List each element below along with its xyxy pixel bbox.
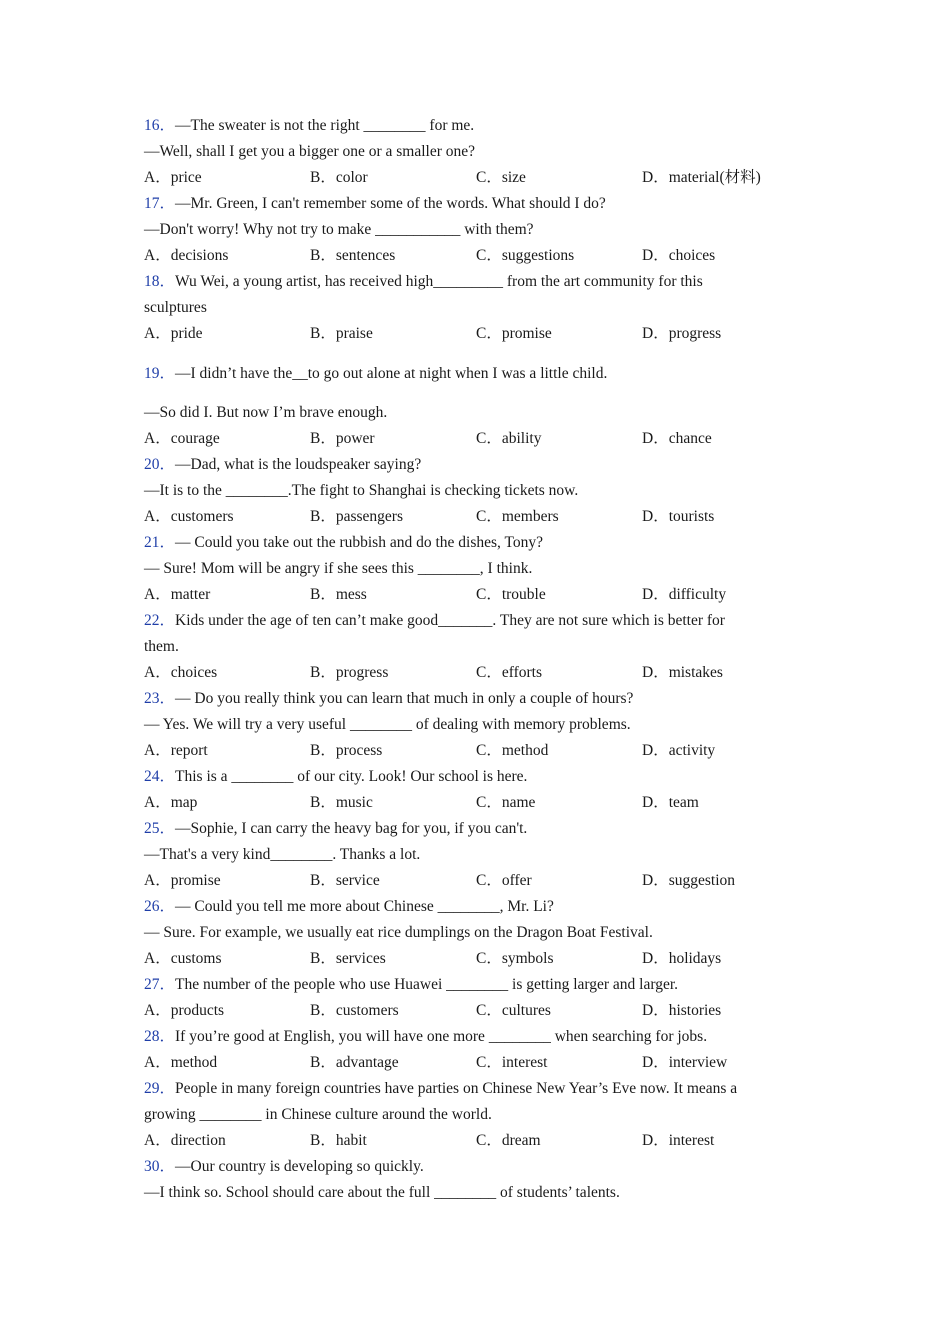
option-d[interactable]: D．activity (642, 742, 716, 759)
option-d[interactable]: D．tourists (642, 508, 715, 525)
question-text: —It is to the ________.The fight to Shanghai is checking tickets now. (144, 482, 579, 499)
question-text: —Don't worry! Why not try to make ___________ with them? (144, 221, 534, 238)
options-26 (144, 946, 794, 972)
question-number: 23． (144, 690, 176, 707)
question-number: 16． (144, 117, 176, 134)
option-d[interactable]: D．team (642, 794, 699, 811)
option-a[interactable]: A．customers (144, 508, 234, 525)
question-text: — Sure! Mom will be angry if she sees this ________, I think. (144, 560, 533, 577)
question-number: 30． (144, 1158, 176, 1175)
options-25 (144, 868, 794, 894)
question-text: — Do you really think you can learn that much in only a couple of hours? (175, 690, 634, 707)
question-text: —Mr. Green, I can't remember some of the words. What should I do? (175, 195, 606, 212)
question-text: —That's a very kind________. Thanks a lot. (144, 846, 421, 863)
option-a[interactable]: A．method (144, 1054, 218, 1071)
question-text: —The sweater is not the right ________ for me. (175, 117, 475, 134)
options-18 (144, 321, 794, 347)
question-number: 19． (144, 365, 176, 382)
option-d[interactable]: D．material(材料) (642, 169, 761, 186)
option-d[interactable]: D．difficulty (642, 586, 727, 603)
question-23 (144, 686, 794, 712)
question-text: them. (144, 638, 179, 655)
question-number: 22． (144, 612, 176, 629)
question-text: growing ________ in Chinese culture around the world. (144, 1106, 492, 1123)
question-22 (144, 608, 794, 634)
option-b[interactable]: B．color (310, 169, 368, 186)
question-24 (144, 764, 794, 790)
option-a[interactable]: A．matter (144, 586, 211, 603)
question-text: People in many foreign countries have parties on Chinese New Year’s Eve now. It means a (175, 1080, 738, 1097)
question-26 (144, 894, 794, 920)
question-text: —Our country is developing so quickly. (175, 1158, 424, 1175)
question-number: 26． (144, 898, 176, 915)
question-18 (144, 269, 794, 295)
question-text: —Dad, what is the loudspeaker saying? (175, 456, 422, 473)
option-c[interactable]: C．dream (476, 1132, 541, 1149)
question-number: 29． (144, 1080, 176, 1097)
option-b[interactable]: B．power (310, 430, 375, 447)
question-30 (144, 1154, 794, 1180)
question-text: sculptures (144, 299, 207, 316)
options-19 (144, 426, 794, 452)
option-b[interactable]: B．service (310, 872, 380, 889)
option-c[interactable]: C．trouble (476, 586, 546, 603)
question-16 (144, 113, 794, 139)
question-text: —Well, shall I get you a bigger one or a smaller one? (144, 143, 476, 160)
option-b[interactable]: B．progress (310, 664, 389, 681)
option-c[interactable]: C．name (476, 794, 536, 811)
question-text: —I think so. School should care about the full ________ of students’ talents. (144, 1184, 620, 1201)
question-text: Kids under the age of ten can’t make good_______. They are not sure which is better for (175, 612, 725, 629)
option-c[interactable]: C．size (476, 169, 526, 186)
option-b[interactable]: B．process (310, 742, 383, 759)
option-a[interactable]: A．choices (144, 664, 218, 681)
question-text: —I didn’t have the__to go out alone at night when I was a little child. (175, 365, 608, 382)
option-b[interactable]: B．music (310, 794, 373, 811)
options-28 (144, 1050, 794, 1076)
question-number: 28． (144, 1028, 176, 1045)
question-28 (144, 1024, 794, 1050)
option-b[interactable]: B．customers (310, 1002, 399, 1019)
option-b[interactable]: B．sentences (310, 247, 396, 264)
question-25 (144, 816, 794, 842)
option-a[interactable]: A．courage (144, 430, 220, 447)
option-c[interactable]: C．offer (476, 872, 532, 889)
option-a[interactable]: A．report (144, 742, 208, 759)
option-a[interactable]: A．decisions (144, 247, 229, 264)
option-a[interactable]: A．promise (144, 872, 221, 889)
option-a[interactable]: A．direction (144, 1132, 226, 1149)
option-a[interactable]: A．products (144, 1002, 225, 1019)
option-d[interactable]: D．suggestion (642, 872, 736, 889)
question-21 (144, 530, 794, 556)
options-21 (144, 582, 794, 608)
option-d[interactable]: D．histories (642, 1002, 722, 1019)
question-text: If you’re good at English, you will have one more ________ when searching for jobs. (175, 1028, 708, 1045)
option-d[interactable]: D．chance (642, 430, 712, 447)
question-text: — Could you take out the rubbish and do the dishes, Tony? (175, 534, 544, 551)
option-b[interactable]: B．services (310, 950, 386, 967)
options-16 (144, 165, 794, 191)
option-c[interactable]: C．ability (476, 430, 542, 447)
option-c[interactable]: C．efforts (476, 664, 543, 681)
option-b[interactable]: B．habit (310, 1132, 367, 1149)
question-number: 24． (144, 768, 176, 785)
option-c[interactable]: C．members (476, 508, 559, 525)
option-c[interactable]: C．cultures (476, 1002, 551, 1019)
question-text: Wu Wei, a young artist, has received high_________ from the art community for this (175, 273, 703, 290)
question-number: 17． (144, 195, 176, 212)
question-19 (144, 361, 794, 387)
option-c[interactable]: C．symbols (476, 950, 554, 967)
option-d[interactable]: D．mistakes (642, 664, 723, 681)
question-text: —Sophie, I can carry the heavy bag for you, if you can't. (175, 820, 528, 837)
question-27 (144, 972, 794, 998)
question-29 (144, 1076, 794, 1102)
question-20 (144, 452, 794, 478)
options-27 (144, 998, 794, 1024)
options-23 (144, 738, 794, 764)
option-d[interactable]: D．choices (642, 247, 716, 264)
option-d[interactable]: D．holidays (642, 950, 722, 967)
option-c[interactable]: C．method (476, 742, 549, 759)
question-text: —So did I. But now I’m brave enough. (144, 404, 388, 421)
options-24 (144, 790, 794, 816)
option-a[interactable]: A．pride (144, 325, 203, 342)
question-number: 25． (144, 820, 176, 837)
question-list (144, 113, 794, 1206)
question-number: 18． (144, 273, 176, 290)
question-number: 21． (144, 534, 176, 551)
option-d[interactable]: D．interview (642, 1054, 728, 1071)
options-29 (144, 1128, 794, 1154)
option-d[interactable]: D．progress (642, 325, 722, 342)
option-a[interactable]: A．customs (144, 950, 222, 967)
question-number: 20． (144, 456, 176, 473)
option-b[interactable]: B．mess (310, 586, 367, 603)
option-b[interactable]: B．advantage (310, 1054, 399, 1071)
option-b[interactable]: B．praise (310, 325, 373, 342)
question-text: — Yes. We will try a very useful ________ of dealing with memory problems. (144, 716, 631, 733)
option-a[interactable]: A．map (144, 794, 198, 811)
options-22 (144, 660, 794, 686)
question-text: This is a ________ of our city. Look! Our school is here. (175, 768, 528, 785)
option-c[interactable]: C．promise (476, 325, 552, 342)
option-b[interactable]: B．passengers (310, 508, 403, 525)
option-c[interactable]: C．suggestions (476, 247, 575, 264)
options-17 (144, 243, 794, 269)
question-text: The number of the people who use Huawei ________ is getting larger and larger. (175, 976, 679, 993)
options-20 (144, 504, 794, 530)
option-a[interactable]: A．price (144, 169, 202, 186)
question-number: 27． (144, 976, 176, 993)
option-c[interactable]: C．interest (476, 1054, 548, 1071)
question-text: — Could you tell me more about Chinese ________, Mr. Li? (175, 898, 554, 915)
question-17 (144, 191, 794, 217)
question-text: — Sure. For example, we usually eat rice dumplings on the Dragon Boat Festival. (144, 924, 653, 941)
option-d[interactable]: D．interest (642, 1132, 715, 1149)
